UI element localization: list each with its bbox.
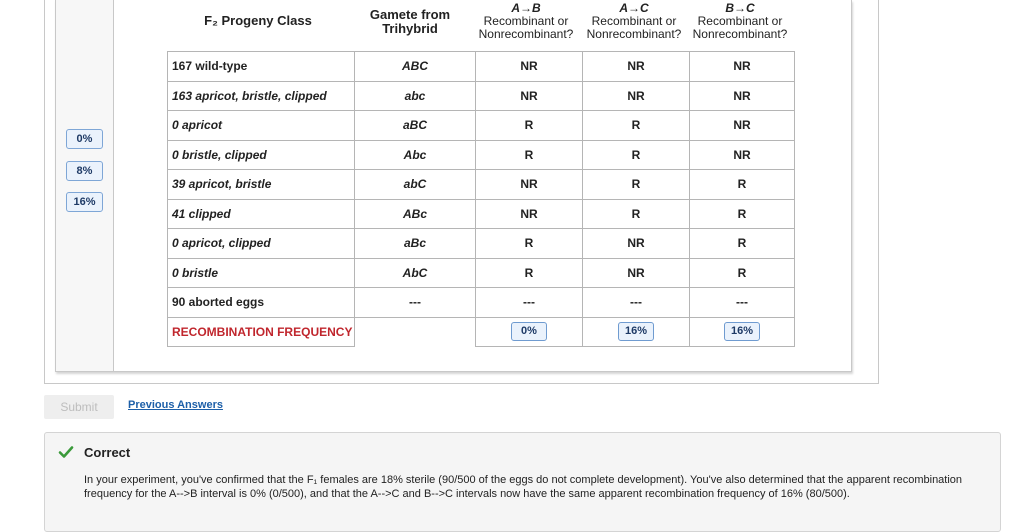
recombination-frequency-label: RECOMBINATION FREQUENCY <box>168 317 355 346</box>
bc-cell[interactable]: R <box>690 170 795 200</box>
gamete-cell: --- <box>355 288 476 318</box>
gamete-cell: aBc <box>355 229 476 259</box>
header-ac-interval: A→C <box>619 1 649 15</box>
ac-cell[interactable]: R <box>583 199 690 229</box>
table-row <box>168 170 795 200</box>
progeny-class-cell: 0 apricot <box>168 111 355 141</box>
ac-frequency-drop[interactable]: 16% <box>618 322 654 341</box>
ab-cell[interactable]: R <box>476 111 583 141</box>
progeny-class-cell: 0 bristle <box>168 258 355 288</box>
table-row <box>168 199 795 229</box>
ab-cell[interactable]: NR <box>476 52 583 82</box>
progeny-class-cell: 39 apricot, bristle <box>168 170 355 200</box>
ab-frequency-drop[interactable]: 0% <box>511 322 547 341</box>
token-8-percent[interactable]: 8% <box>66 161 103 181</box>
bc-cell[interactable]: NR <box>690 140 795 170</box>
header-bc-line2: Nonrecombinant? <box>692 27 788 41</box>
ac-cell[interactable]: R <box>583 111 690 141</box>
recombination-frequency-row <box>168 317 795 346</box>
ab-cell[interactable]: R <box>476 258 583 288</box>
submit-button[interactable]: Submit <box>44 395 114 419</box>
gamete-cell: aBC <box>355 111 476 141</box>
previous-answers-link[interactable]: Previous Answers <box>128 399 223 411</box>
header-ab-line1: Recombinant or <box>483 14 569 28</box>
bc-cell[interactable]: NR <box>690 52 795 82</box>
token-16-percent[interactable]: 16% <box>66 192 103 212</box>
ab-cell[interactable]: NR <box>476 81 583 111</box>
gamete-cell: ABc <box>355 199 476 229</box>
answer-token-bank <box>55 0 114 371</box>
header-gamete-line2: Trihybrid <box>382 21 438 36</box>
header-gamete-line1: Gamete from <box>369 7 451 22</box>
table-row <box>168 288 795 318</box>
gamete-cell: ABC <box>355 52 476 82</box>
table-row <box>168 111 795 141</box>
header-ab <box>472 2 580 41</box>
ab-cell[interactable]: NR <box>476 170 583 200</box>
ab-frequency-cell[interactable] <box>476 317 583 346</box>
progeny-class-cell: 163 apricot, bristle, clipped <box>168 81 355 111</box>
ab-cell[interactable]: R <box>476 229 583 259</box>
feedback-box <box>44 432 1001 532</box>
progeny-class-cell: 167 wild-type <box>168 52 355 82</box>
progeny-class-cell: 0 apricot, clipped <box>168 229 355 259</box>
ac-cell[interactable]: R <box>583 140 690 170</box>
bc-cell[interactable]: NR <box>690 81 795 111</box>
header-bc-line1: Recombinant or <box>697 14 783 28</box>
header-ac-line1: Recombinant or <box>591 14 677 28</box>
progeny-class-cell: 90 aborted eggs <box>168 288 355 318</box>
ac-cell[interactable]: R <box>583 170 690 200</box>
blank-cell <box>355 317 476 346</box>
table-row <box>168 52 795 82</box>
bc-cell[interactable]: R <box>690 199 795 229</box>
table-row <box>168 81 795 111</box>
gamete-cell: abC <box>355 170 476 200</box>
ab-cell[interactable]: NR <box>476 199 583 229</box>
bc-frequency-cell[interactable] <box>690 317 795 346</box>
ac-cell[interactable]: NR <box>583 258 690 288</box>
bc-cell[interactable]: R <box>690 258 795 288</box>
header-bc <box>686 2 794 41</box>
gamete-cell: Abc <box>355 140 476 170</box>
progeny-class-cell: 41 clipped <box>168 199 355 229</box>
ab-cell: --- <box>476 288 583 318</box>
table-row <box>168 140 795 170</box>
bc-cell: --- <box>690 288 795 318</box>
ab-cell[interactable]: R <box>476 140 583 170</box>
header-progeny-class: F₂ Progeny Class <box>204 13 312 28</box>
header-gamete <box>355 8 465 36</box>
header-ac-line2: Nonrecombinant? <box>586 27 682 41</box>
ac-cell[interactable]: NR <box>583 81 690 111</box>
bc-frequency-drop[interactable]: 16% <box>724 322 760 341</box>
token-0-percent[interactable]: 0% <box>66 129 103 149</box>
header-ab-interval: A→B <box>511 1 541 15</box>
bc-cell[interactable]: R <box>690 229 795 259</box>
header-ac <box>580 2 688 41</box>
gamete-cell: AbC <box>355 258 476 288</box>
table-row <box>168 258 795 288</box>
header-bc-interval: B→C <box>725 1 755 15</box>
feedback-message: In your experiment, you've confirmed that the F₁ females are 18% sterile (90/500 of the eggs do not complete development). You've also determined that the apparent recombination frequency for the A-->B interval is 0% (0/500), and that the A-->C and B-->C intervals now have the same apparent recombination frequency of 16% (80/500). <box>84 474 963 500</box>
ac-cell: --- <box>583 288 690 318</box>
progeny-table <box>167 51 795 347</box>
bc-cell[interactable]: NR <box>690 111 795 141</box>
progeny-class-cell: 0 bristle, clipped <box>168 140 355 170</box>
ac-cell[interactable]: NR <box>583 52 690 82</box>
ac-frequency-cell[interactable] <box>583 317 690 346</box>
ac-cell[interactable]: NR <box>583 229 690 259</box>
gamete-cell: abc <box>355 81 476 111</box>
feedback-title: Correct <box>84 445 131 460</box>
table-row <box>168 229 795 259</box>
check-icon <box>58 444 74 460</box>
header-ab-line2: Nonrecombinant? <box>478 27 574 41</box>
